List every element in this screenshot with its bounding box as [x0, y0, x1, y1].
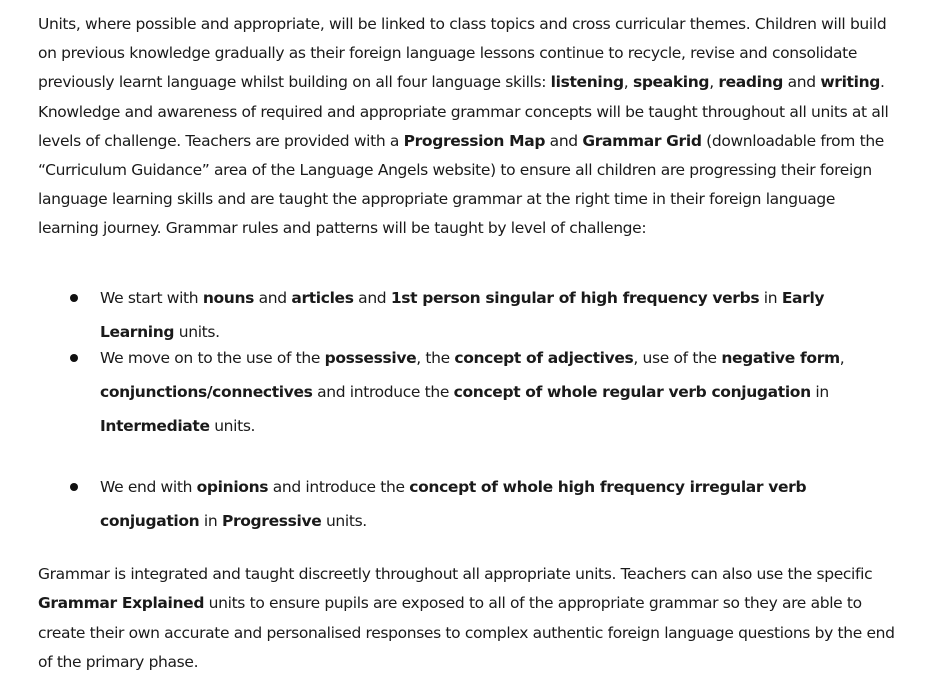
bullet-plain-text: We move on to the use of the	[100, 349, 325, 367]
term-negative-form: negative form	[721, 349, 840, 367]
level-progressive: Progressive	[221, 512, 322, 530]
term-regular-verb-conjugation: concept of whole regular verb conjugation	[453, 383, 811, 401]
bullet-plain-text: and	[254, 289, 292, 307]
intro-text: and	[545, 131, 583, 150]
closing-text: Grammar is integrated and taught discreetly throughout all appropriate units. Teachers can also use the specific	[38, 565, 873, 583]
bullet-plain-text: in	[199, 512, 222, 530]
bullet-plain-text: units.	[174, 323, 220, 341]
bullet-plain-text: in	[759, 289, 782, 307]
intro-text: and	[783, 73, 821, 92]
term-conjunctions: conjunctions/connectives	[100, 383, 313, 401]
bullet-plain-text: We start with	[100, 289, 203, 307]
bullet-plain-text: units.	[209, 417, 256, 435]
term-irregular-verb-conjugation: concept of whole high frequency irregular verb conjugation	[100, 478, 807, 530]
bullet-plain-text: in	[810, 383, 829, 401]
bullet-plain-text: We end with	[100, 478, 197, 496]
progression-map-term: Progression Map	[403, 131, 546, 150]
grammar-explained-term: Grammar Explained	[38, 594, 205, 613]
intro-paragraph	[38, 10, 898, 244]
intro-text: ,	[623, 73, 633, 92]
grammar-grid-term: Grammar Grid	[582, 131, 702, 150]
bullet-dot-icon	[70, 483, 78, 491]
bullet-text	[100, 281, 880, 349]
bullet-plain-text: ,	[839, 349, 845, 367]
term-possessive: possessive	[324, 349, 417, 367]
term-adjectives: concept of adjectives	[454, 349, 634, 367]
level-intermediate: Intermediate	[100, 417, 210, 435]
term-articles: articles	[291, 289, 354, 307]
skill-listening: listening	[550, 73, 624, 92]
closing-text: units to ensure pupils are exposed to all of the appropriate grammar so they are able to create their own accurate and personalised responses to complex authentic foreign language questions by the end of the primary phase.	[38, 594, 895, 672]
bullet-plain-text: , the	[416, 349, 455, 367]
intro-text: (downloadable from the “Curriculum Guidance” area of the Language Angels website) to ensure all children are progressing their foreign language learning skills and are taught the appropriate grammar at the right time in their foreign language learning journey. Grammar rules and patterns will be taught by level of challenge:	[38, 131, 884, 238]
skill-reading: reading	[718, 73, 784, 92]
bullet-dot-icon	[70, 294, 78, 302]
bullet-plain-text: , use of the	[633, 349, 722, 367]
term-opinions: opinions	[196, 478, 269, 496]
intro-text: ,	[709, 73, 719, 92]
term-first-person-verbs: 1st person singular of high frequency verbs	[390, 289, 760, 307]
bullet-plain-text: units.	[321, 512, 367, 530]
term-nouns: nouns	[202, 289, 255, 307]
bullet-text	[100, 341, 880, 443]
closing-paragraph	[38, 560, 898, 678]
skill-speaking: speaking	[632, 73, 710, 92]
level-early-learning: Early Learning	[100, 289, 825, 341]
bullet-plain-text: and introduce the	[268, 478, 410, 496]
skill-writing: writing	[820, 73, 881, 92]
bullet-plain-text: and introduce the	[312, 383, 454, 401]
bullet-text	[100, 470, 880, 538]
bullet-plain-text: and	[353, 289, 391, 307]
intro-text: . Knowledge and awareness of required and appropriate grammar concepts will be taught throughout all units at all levels of challenge. Teachers are provided with a	[38, 73, 889, 150]
intro-text: Units, where possible and appropriate, will be linked to class topics and cross curricular themes. Children will build on previous knowledge gradually as their foreign language lessons continue to recycle, revise and consolidate previously learnt language whilst building on all four language skills:	[38, 15, 887, 92]
bullet-dot-icon	[70, 354, 78, 362]
